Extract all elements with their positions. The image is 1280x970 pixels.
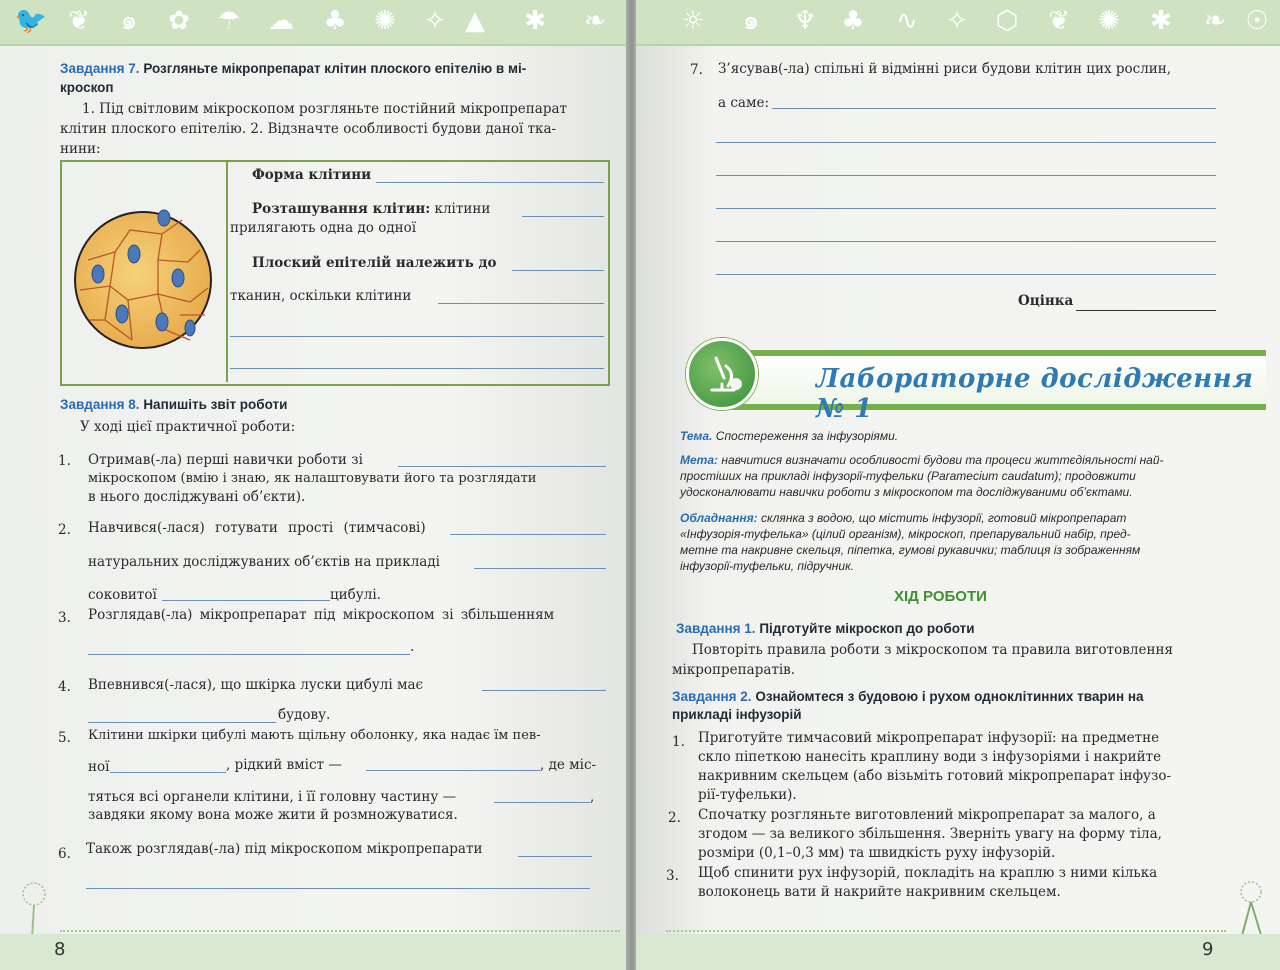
task8-heading: Завдання 8. Напишіть звіт роботи <box>60 397 288 412</box>
report-item-4-blank1[interactable] <box>482 690 606 691</box>
bacteria-icon: ∿ <box>896 6 918 36</box>
observation-table-divider <box>226 160 228 382</box>
bird-icon: ✧ <box>424 6 446 36</box>
step-number: 1. <box>672 734 685 750</box>
answer-line[interactable] <box>716 241 1216 242</box>
field-belongs-line[interactable] <box>512 270 604 271</box>
step-1-line3: накривним скельцем (або візьміть готовий мікропрепарат інфузо- <box>698 768 1172 784</box>
goal-line3: удосконалювати навички роботи з мікроскопом та досліджуваними об’єктами. <box>680 485 1133 499</box>
equipment-line3: метне та накривне скельця, піпетка, гумові рукавички; таблиця із зображенням <box>680 543 1141 557</box>
report-item-number: 5. <box>58 730 71 746</box>
field-arrangement-line[interactable] <box>522 216 604 217</box>
report-item-2-blank2[interactable] <box>474 568 606 569</box>
step-1-line1: Приготуйте тимчасовий мікропрепарат інфузорії: на предметне <box>698 730 1160 746</box>
dandelion-icon <box>14 880 54 940</box>
footer-band <box>0 934 628 970</box>
step-1-line2: скло піпеткою нанесіть краплину води з інфузоріями і накрийте <box>698 749 1162 765</box>
report-item-5-line1: Клітини шкірки цибулі мають щільну оболонку, яка надає їм пев- <box>88 728 541 743</box>
task8-intro: У ході цієї практичної роботи: <box>80 419 296 435</box>
bug-icon: ✱ <box>524 6 546 36</box>
task7-heading-line2: кроскоп <box>60 80 114 95</box>
equipment-line4: інфузорії-туфельки, підручник. <box>680 559 855 573</box>
field-cell-shape-label: Форма клітини <box>252 167 372 183</box>
report-item-number: 2. <box>58 522 71 538</box>
mushroom-icon: ☂ <box>217 6 241 36</box>
task7-text-line2: клітин плоского епітелію. 2. Відзначте особливості будови даної тка- <box>60 121 557 137</box>
goal-line1: Мета: навчитися визначати особливості будови та процеси життєдіяльності най- <box>680 453 1164 467</box>
step-2-line1: Спочатку розгляньте виготовлений мікропрепарат за малого, а <box>698 807 1156 823</box>
report-item-4-line1: Впевнився(-лася), що шкірка луски цибулі має <box>88 677 424 693</box>
microscope-icon <box>686 338 758 410</box>
step-2-line3: розміри (0,1–0,3 мм) та швидкість руху інфузорій. <box>698 845 1056 861</box>
task7-heading: Завдання 7. Розгляньте мікропрепарат клітин плоского епітелію в мі- <box>60 61 527 76</box>
leaf-icon: ❧ <box>1204 6 1226 36</box>
answer-line[interactable] <box>716 208 1216 209</box>
step-number: 2. <box>668 810 681 826</box>
field-cell-shape-line[interactable] <box>376 182 604 183</box>
report-item-1-line3: в нього досліджувані об’єкти). <box>88 489 306 505</box>
top-decorative-band <box>0 0 628 46</box>
report-item-4-blank2[interactable] <box>88 722 276 723</box>
report-item-1-blank[interactable] <box>398 466 606 467</box>
report-item-5-line4: завдяки якому вона може жити й розмножуватися. <box>88 807 458 823</box>
grade-label: Оцінка <box>1018 293 1074 309</box>
grass-icon: ♣ <box>323 6 347 36</box>
flower-icon: ✿ <box>168 6 190 36</box>
molecule-icon: ⬡ <box>995 6 1019 36</box>
report-item-4-end: будову. <box>278 707 331 723</box>
report-item-2-blank3[interactable] <box>162 600 330 601</box>
step-2-line2: згодом — за великого збільшення. Зверніть увагу на форму тіла, <box>698 826 1162 842</box>
top-decorative-band <box>636 0 1280 46</box>
report-item-5-blank2[interactable] <box>366 770 540 771</box>
field-belongs-label: Плоский епітелій належить до <box>252 255 497 271</box>
report-item-5-blank1[interactable] <box>110 772 226 773</box>
lab-title: Лабораторне дослідження № 1 <box>816 364 1254 424</box>
report-item-number: 1. <box>58 453 71 469</box>
bird-icon: ✧ <box>946 6 968 36</box>
report-item-number: 6. <box>58 846 71 862</box>
epithelium-illustration <box>70 190 216 370</box>
lab-task1-line1: Повторіть правила роботи з мікроскопом та правила виготовлення <box>692 642 1173 658</box>
answer-line[interactable] <box>716 142 1216 143</box>
task7-text-line1: 1. Під світловим мікроскопом розгляньте постійний мікропрепарат <box>82 101 567 117</box>
report-item-5-blank3[interactable] <box>494 802 590 803</box>
report-item-5-line2c: , де міс- <box>540 757 597 773</box>
page-number: 9 <box>1202 939 1214 960</box>
report-item-6-blank2[interactable] <box>86 888 590 889</box>
answer-line[interactable] <box>716 274 1216 275</box>
report-item-5-line2a: ної <box>88 759 110 775</box>
report-item-5-line3a: тяться всі органели клітини, і її головну частину — <box>88 789 457 805</box>
step-3-line2: волоконець вати й накрийте накривним скельцем. <box>698 884 1061 900</box>
footer-band <box>636 934 1280 970</box>
equipment-line2: «Інфузорія-туфелька» (цілий організм), мікроскоп, препарувальний набір, пред- <box>680 527 1131 541</box>
lab-task1-heading: Завдання 1. Підготуйте мікроскоп до роботи <box>676 621 975 636</box>
tree-icon: ▲ <box>465 6 485 36</box>
report-item-2-line3b: цибулі. <box>330 587 381 603</box>
left-page <box>0 0 628 970</box>
field-because-line[interactable] <box>438 303 604 304</box>
step-1-line4: рії-туфельки). <box>698 787 797 803</box>
cell-icon: ✺ <box>1098 6 1120 36</box>
report-item-1-line1: Отримав(-ла) перші навички роботи зі <box>88 452 363 468</box>
toucan-icon: 🐦 <box>14 6 48 36</box>
report-item-6-line1: Також розглядав(-ла) під мікроскопом мікропрепарати <box>86 841 483 857</box>
sun-icon: ☼ <box>681 6 705 36</box>
procedure-title: ХІД РОБОТИ <box>894 588 987 605</box>
report-item-7-line1: З’ясував(-ла) спільні й відмінні риси будови клітин цих рослин, <box>718 61 1172 77</box>
step-3-line1: Щоб спинити рух інфузорій, покладіть на краплю з ними кілька <box>698 865 1158 881</box>
footer-dotted-line <box>60 930 620 932</box>
field-arrangement-line2: прилягають одна до одної <box>230 220 417 236</box>
field-because-line2[interactable] <box>230 336 604 337</box>
report-item-2-line2: натуральних досліджуваних об’єктів на прикладі <box>88 554 440 570</box>
bug-icon: ✱ <box>1150 6 1172 36</box>
task7-text-line3: нини: <box>60 141 101 157</box>
grade-line[interactable] <box>1076 310 1216 311</box>
equipment-line1: Обладнання: склянка з водою, що містить інфузорії, готовий мікропрепарат <box>680 511 1127 525</box>
butterfly-icon: ❦ <box>68 6 90 36</box>
lab-title-band <box>726 350 1266 424</box>
report-item-6-blank1[interactable] <box>518 856 592 857</box>
report-item-5-line2b: , рідкий вміст — <box>226 757 342 773</box>
page-number: 8 <box>54 939 66 960</box>
report-item-number: 3. <box>58 610 71 626</box>
leaf-icon: ❧ <box>584 6 606 36</box>
lab-task1-line2: мікропрепаратів. <box>672 662 796 678</box>
footer-dotted-line <box>666 930 1226 932</box>
palm-icon: ♆ <box>793 6 817 36</box>
field-arrangement-label: Розташування клітин: клітини <box>252 201 491 217</box>
hedgehog-icon: ☁ <box>268 6 294 36</box>
report-item-3-blank[interactable] <box>88 654 410 655</box>
report-item-3-line1: Розглядав(-ла) мікропрепарат під мікроскопом зі збільшенням <box>88 607 555 623</box>
report-item-number: 7. <box>690 62 703 78</box>
coral-icon: ❦ <box>1048 6 1070 36</box>
paw-icon: ✺ <box>374 6 396 36</box>
report-item-5-line3b: , <box>590 789 595 805</box>
report-item-3-end: . <box>410 639 415 655</box>
field-because-label: тканин, оскільки клітини <box>230 288 412 304</box>
step-number: 3. <box>666 868 679 884</box>
report-item-number: 4. <box>58 679 71 695</box>
report-item-7-line2: а саме: <box>718 95 769 111</box>
report-item-2-blank1[interactable] <box>450 534 606 535</box>
report-item-2-line3a: соковитої <box>88 587 157 603</box>
answer-line[interactable] <box>772 108 1216 109</box>
topic-line: Тема. Спостереження за інфузоріями. <box>680 429 899 443</box>
field-because-line3[interactable] <box>230 368 604 369</box>
lab-task2-heading-line2: прикладі інфузорій <box>672 707 802 722</box>
answer-line[interactable] <box>716 175 1216 176</box>
report-item-1-line2: мікроскопом (вмію і знаю, як налаштовувати його та розглядати <box>88 471 537 486</box>
goal-line2: простіших на прикладі інфузорії-туфельки (Paramecium caudatum); продовжити <box>680 469 1136 483</box>
shell-icon: ๑ <box>120 6 138 36</box>
owl-icon: ☉ <box>1245 6 1269 36</box>
lab-task2-heading: Завдання 2. Ознайомтеся з будовою і рухом одноклітинних тварин на <box>672 689 1144 704</box>
lab-banner <box>686 346 1254 424</box>
plant-icon: ♣ <box>841 6 865 36</box>
report-item-2-line1: Навчився(-лася) готувати прості (тимчасові) <box>88 520 426 536</box>
right-page <box>636 0 1280 970</box>
shell-icon: ๑ <box>742 6 760 36</box>
